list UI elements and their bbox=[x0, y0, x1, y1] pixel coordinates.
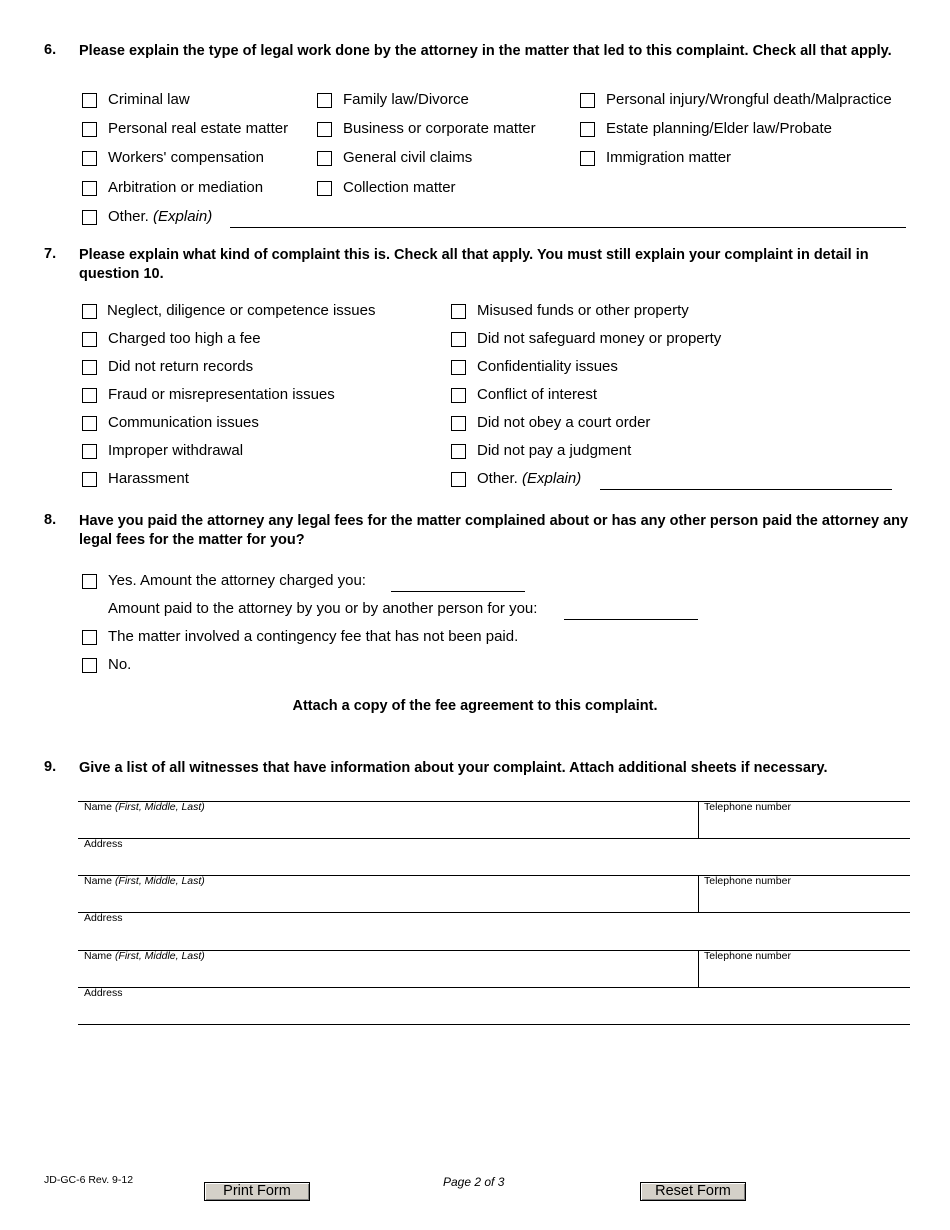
witness-2-phone-field[interactable]: Telephone number bbox=[704, 875, 791, 887]
checkbox-fraud[interactable] bbox=[82, 388, 97, 403]
checkbox-estate-planning[interactable] bbox=[580, 122, 595, 137]
option-label: Neglect, diligence or competence issues bbox=[107, 302, 376, 319]
option-label: Personal injury/Wrongful death/Malpractice bbox=[606, 91, 892, 108]
contingency-label: The matter involved a contingency fee that has not been paid. bbox=[108, 628, 519, 645]
option-label: Business or corporate matter bbox=[343, 120, 536, 137]
option-label: Improper withdrawal bbox=[108, 442, 244, 459]
option-label: Conflict of interest bbox=[477, 386, 598, 403]
witness-1-name-field[interactable]: Name (First, Middle, Last) bbox=[84, 801, 205, 813]
amount-paid-field[interactable] bbox=[564, 619, 698, 620]
checkbox-confidentiality[interactable] bbox=[451, 360, 466, 375]
option-label: Estate planning/Elder law/Probate bbox=[606, 120, 832, 137]
checkbox-criminal-law[interactable] bbox=[82, 93, 97, 108]
checkbox-harassment[interactable] bbox=[82, 472, 97, 487]
divider bbox=[78, 838, 910, 839]
checkbox-civil-claims[interactable] bbox=[317, 151, 332, 166]
option-label: Personal real estate matter bbox=[108, 120, 289, 137]
q6-other-label: Other. (Explain) bbox=[108, 208, 213, 225]
checkbox-high-fee[interactable] bbox=[82, 332, 97, 347]
option-label: Workers' compensation bbox=[108, 149, 264, 166]
attach-note: Attach a copy of the fee agreement to this complaint. bbox=[292, 698, 658, 714]
no-label: No. bbox=[108, 656, 132, 673]
checkbox-no[interactable] bbox=[82, 658, 97, 673]
divider bbox=[78, 1024, 910, 1025]
checkbox-family-law[interactable] bbox=[317, 93, 332, 108]
q6-other-explain-field[interactable] bbox=[230, 227, 906, 228]
option-label: Family law/Divorce bbox=[343, 91, 469, 108]
amount-paid-label: Amount paid to the attorney by you or by another person for you: bbox=[108, 600, 538, 617]
checkbox-contingency[interactable] bbox=[82, 630, 97, 645]
witness-1-address-field[interactable]: Address bbox=[84, 838, 123, 850]
checkbox-court-order[interactable] bbox=[451, 416, 466, 431]
q8-question: Have you paid the attorney any legal fees for the matter complained about or has any other person paid the attorney any legal fees for the matter for you? bbox=[79, 513, 909, 548]
option-label: Did not safeguard money or property bbox=[477, 330, 722, 347]
q6-question: Please explain the type of legal work done by the attorney in the matter that led to this complaint. Check all that apply. bbox=[79, 43, 892, 59]
option-label: Did not return records bbox=[108, 358, 254, 375]
checkbox-immigration[interactable] bbox=[580, 151, 595, 166]
divider bbox=[78, 912, 910, 913]
checkbox-q6-other[interactable] bbox=[82, 210, 97, 225]
q9-question: Give a list of all witnesses that have information about your complaint. Attach additional sheets if necessary. bbox=[79, 760, 828, 776]
checkbox-business[interactable] bbox=[317, 122, 332, 137]
option-label: General civil claims bbox=[343, 149, 473, 166]
checkbox-neglect[interactable] bbox=[82, 304, 97, 319]
option-label: Immigration matter bbox=[606, 149, 732, 166]
option-label: Harassment bbox=[108, 470, 189, 487]
checkbox-judgment[interactable] bbox=[451, 444, 466, 459]
checkbox-workers-comp[interactable] bbox=[82, 151, 97, 166]
q7-other-label: Other. (Explain) bbox=[477, 470, 582, 487]
checkbox-conflict[interactable] bbox=[451, 388, 466, 403]
divider bbox=[698, 950, 699, 987]
print-form-button[interactable]: Print Form bbox=[204, 1182, 310, 1201]
checkbox-personal-injury[interactable] bbox=[580, 93, 595, 108]
option-label: Charged too high a fee bbox=[108, 330, 261, 347]
q7-number: 7. bbox=[44, 246, 57, 262]
yes-label: Yes. Amount the attorney charged you: bbox=[108, 572, 366, 589]
witness-3-phone-field[interactable]: Telephone number bbox=[704, 950, 791, 962]
divider bbox=[698, 801, 699, 838]
q7-other-explain-field[interactable] bbox=[600, 489, 892, 490]
option-label: Misused funds or other property bbox=[477, 302, 689, 319]
option-label: Collection matter bbox=[343, 179, 456, 196]
checkbox-yes-paid[interactable] bbox=[82, 574, 97, 589]
page-number: Page 2 of 3 bbox=[443, 1175, 505, 1189]
checkbox-real-estate[interactable] bbox=[82, 122, 97, 137]
option-label: Communication issues bbox=[108, 414, 259, 431]
witness-1-phone-field[interactable]: Telephone number bbox=[704, 801, 791, 813]
checkbox-safeguard[interactable] bbox=[451, 332, 466, 347]
option-label: Arbitration or mediation bbox=[108, 179, 264, 196]
checkbox-communication[interactable] bbox=[82, 416, 97, 431]
checkbox-misused-funds[interactable] bbox=[451, 304, 466, 319]
checkbox-collection[interactable] bbox=[317, 181, 332, 196]
checkbox-records[interactable] bbox=[82, 360, 97, 375]
checkbox-withdrawal[interactable] bbox=[82, 444, 97, 459]
amount-charged-field[interactable] bbox=[391, 591, 525, 592]
option-label: Fraud or misrepresentation issues bbox=[108, 386, 335, 403]
option-label: Did not obey a court order bbox=[477, 414, 651, 431]
checkbox-arbitration[interactable] bbox=[82, 181, 97, 196]
witness-2-address-field[interactable]: Address bbox=[84, 912, 123, 924]
q7-question: Please explain what kind of complaint this is. Check all that apply. You must still explain your complaint in detail in question 10. bbox=[79, 247, 869, 282]
option-label: Criminal law bbox=[108, 91, 190, 108]
option-label: Confidentiality issues bbox=[477, 358, 618, 375]
witness-2-name-field[interactable]: Name (First, Middle, Last) bbox=[84, 875, 205, 887]
checkbox-q7-other[interactable] bbox=[451, 472, 466, 487]
q6-number: 6. bbox=[44, 42, 57, 58]
witness-3-name-field[interactable]: Name (First, Middle, Last) bbox=[84, 950, 205, 962]
witness-3-address-field[interactable]: Address bbox=[84, 987, 123, 999]
form-id: JD-GC-6 Rev. 9-12 bbox=[44, 1174, 134, 1186]
divider bbox=[698, 875, 699, 912]
q8-number: 8. bbox=[44, 512, 57, 528]
option-label: Did not pay a judgment bbox=[477, 442, 632, 459]
reset-form-button[interactable]: Reset Form bbox=[640, 1182, 746, 1201]
q9-number: 9. bbox=[44, 759, 57, 775]
divider bbox=[78, 987, 910, 988]
